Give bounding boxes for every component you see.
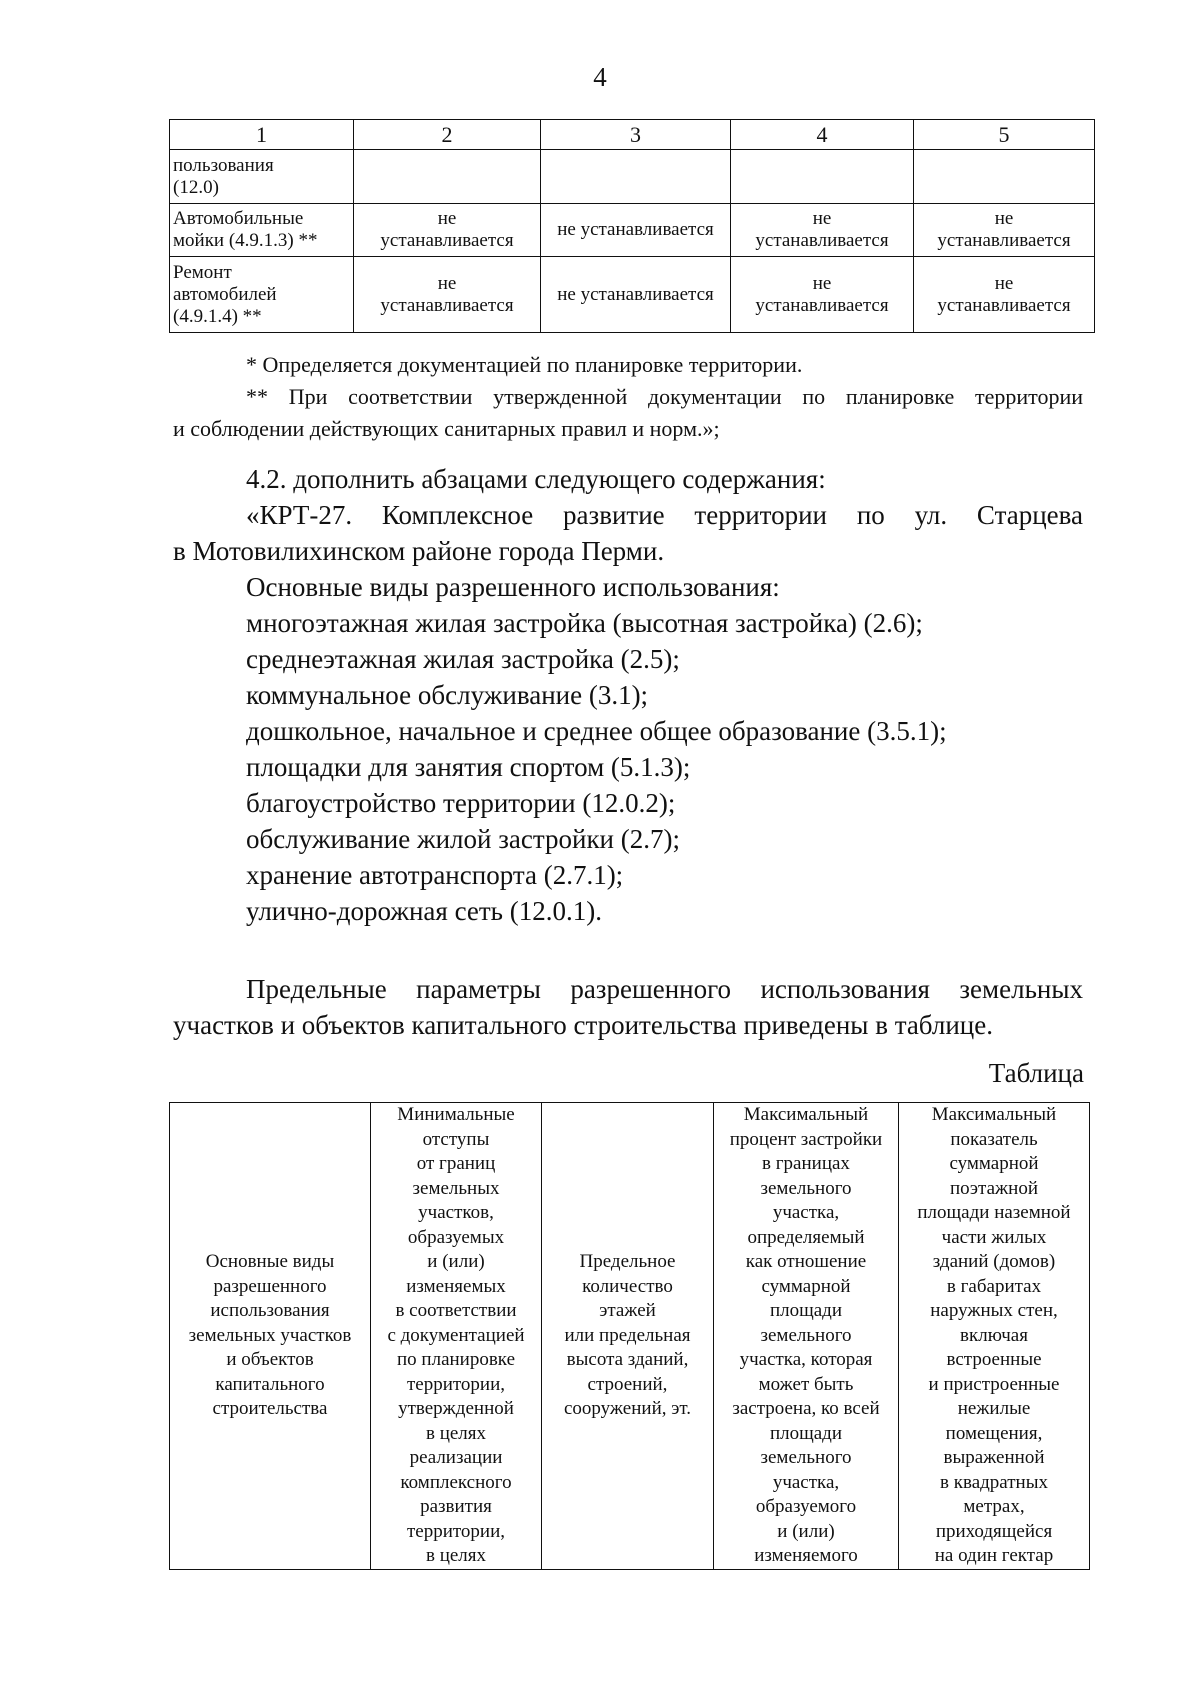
table-cell: не устанавливается [354, 257, 541, 333]
table-cell [354, 150, 541, 204]
uses-list [246, 605, 1086, 929]
table-cell [914, 150, 1095, 204]
header-cell-max-coverage: Максимальный процент застройки в границах земельного участка, определяемый как отношение суммарной площади земельного участка, которая может быть застроена, ко всей площади земельного участка, образуемого и (или) изменяемого [714, 1103, 899, 1570]
header-cell-max-floor-area: Максимальный показатель суммарной поэтажной площади наземной части жилых зданий (домов) в габаритах наружных стен, включая встроенные и пристроенные нежилые помещения, выраженной в квадратных метрах, приходящейся на один гектар [899, 1103, 1090, 1570]
table-cell [541, 150, 731, 204]
table-cell [731, 150, 914, 204]
table-row [170, 150, 1095, 204]
table-cell: не устанавливается [354, 204, 541, 257]
column-number: 4 [731, 120, 914, 150]
table-label: Таблица [988, 1058, 1084, 1088]
footnote-1: * Определяется документацией по планировке территории. [246, 352, 803, 377]
list-item: коммунальное обслуживание (3.1); [246, 680, 649, 710]
params-line-2: участков и объектов капитального строительства приведены в таблице. [173, 1010, 993, 1040]
list-item: благоустройство территории (12.0.2); [246, 788, 676, 818]
table-header-row [170, 1103, 1090, 1570]
footnotes [173, 349, 1083, 445]
list-item: дошкольное, начальное и среднее общее образование (3.5.1); [246, 716, 947, 746]
table-cell: не устанавливается [914, 204, 1095, 257]
krt-title-line-2: в Мотовилихинском районе города Перми. [173, 536, 665, 566]
params-paragraph [173, 971, 1083, 1043]
header-cell-use-types: Основные виды разрешенного использования земельных участков и объектов капитального строительства [170, 1103, 371, 1570]
params-line-1: Предельные параметры разрешенного использования земельных [246, 974, 1083, 1004]
footnote-2-line-1: ** При соответствии утвержденной документации по планировке территории [246, 384, 1083, 409]
list-item: площадки для занятия спортом (5.1.3); [246, 752, 691, 782]
table-cell: не устанавливается [541, 204, 731, 257]
uses-title: Основные виды разрешенного использования: [246, 572, 780, 602]
column-number: 1 [170, 120, 354, 150]
table-cell: не устанавливается [731, 204, 914, 257]
list-item: хранение автотранспорта (2.7.1); [246, 860, 624, 890]
continuation-table [169, 119, 1095, 333]
table-cell: не устанавливается [731, 257, 914, 333]
table-cell: пользования (12.0) [170, 150, 354, 204]
section-text [173, 461, 1083, 605]
footnote-2-line-2: и соблюдении действующих санитарных правил и норм.»; [173, 416, 720, 441]
parameters-table [169, 1102, 1090, 1570]
table-cell: Ремонт автомобилей (4.9.1.4) ** [170, 257, 354, 333]
column-number: 3 [541, 120, 731, 150]
krt-title-line-1: «КРТ-27. Комплексное развитие территории по ул. Старцева [246, 500, 1083, 530]
list-item: многоэтажная жилая застройка (высотная застройка) (2.6); [246, 608, 923, 638]
header-cell-max-floors: Предельное количество этажей или предельная высота зданий, строений, сооружений, эт. [542, 1103, 714, 1570]
table-cell: не устанавливается [541, 257, 731, 333]
table-row [170, 257, 1095, 333]
list-item: улично-дорожная сеть (12.0.1). [246, 896, 602, 926]
table-cell: не устанавливается [914, 257, 1095, 333]
page-number: 4 [593, 62, 607, 92]
list-item: обслуживание жилой застройки (2.7); [246, 824, 680, 854]
header-cell-min-setbacks: Минимальные отступы от границ земельных участков, образуемых и (или) изменяемых в соответствии с документацией по планировке территории, утвержденной в целях реализации комплексного развития территории, в целях [371, 1103, 542, 1570]
table-cell: Автомобильные мойки (4.9.1.3) ** [170, 204, 354, 257]
column-number: 5 [914, 120, 1095, 150]
table-header-row [170, 120, 1095, 150]
section-heading: 4.2. дополнить абзацами следующего содержания: [246, 464, 826, 494]
column-number: 2 [354, 120, 541, 150]
table-row [170, 204, 1095, 257]
list-item: среднеэтажная жилая застройка (2.5); [246, 644, 680, 674]
